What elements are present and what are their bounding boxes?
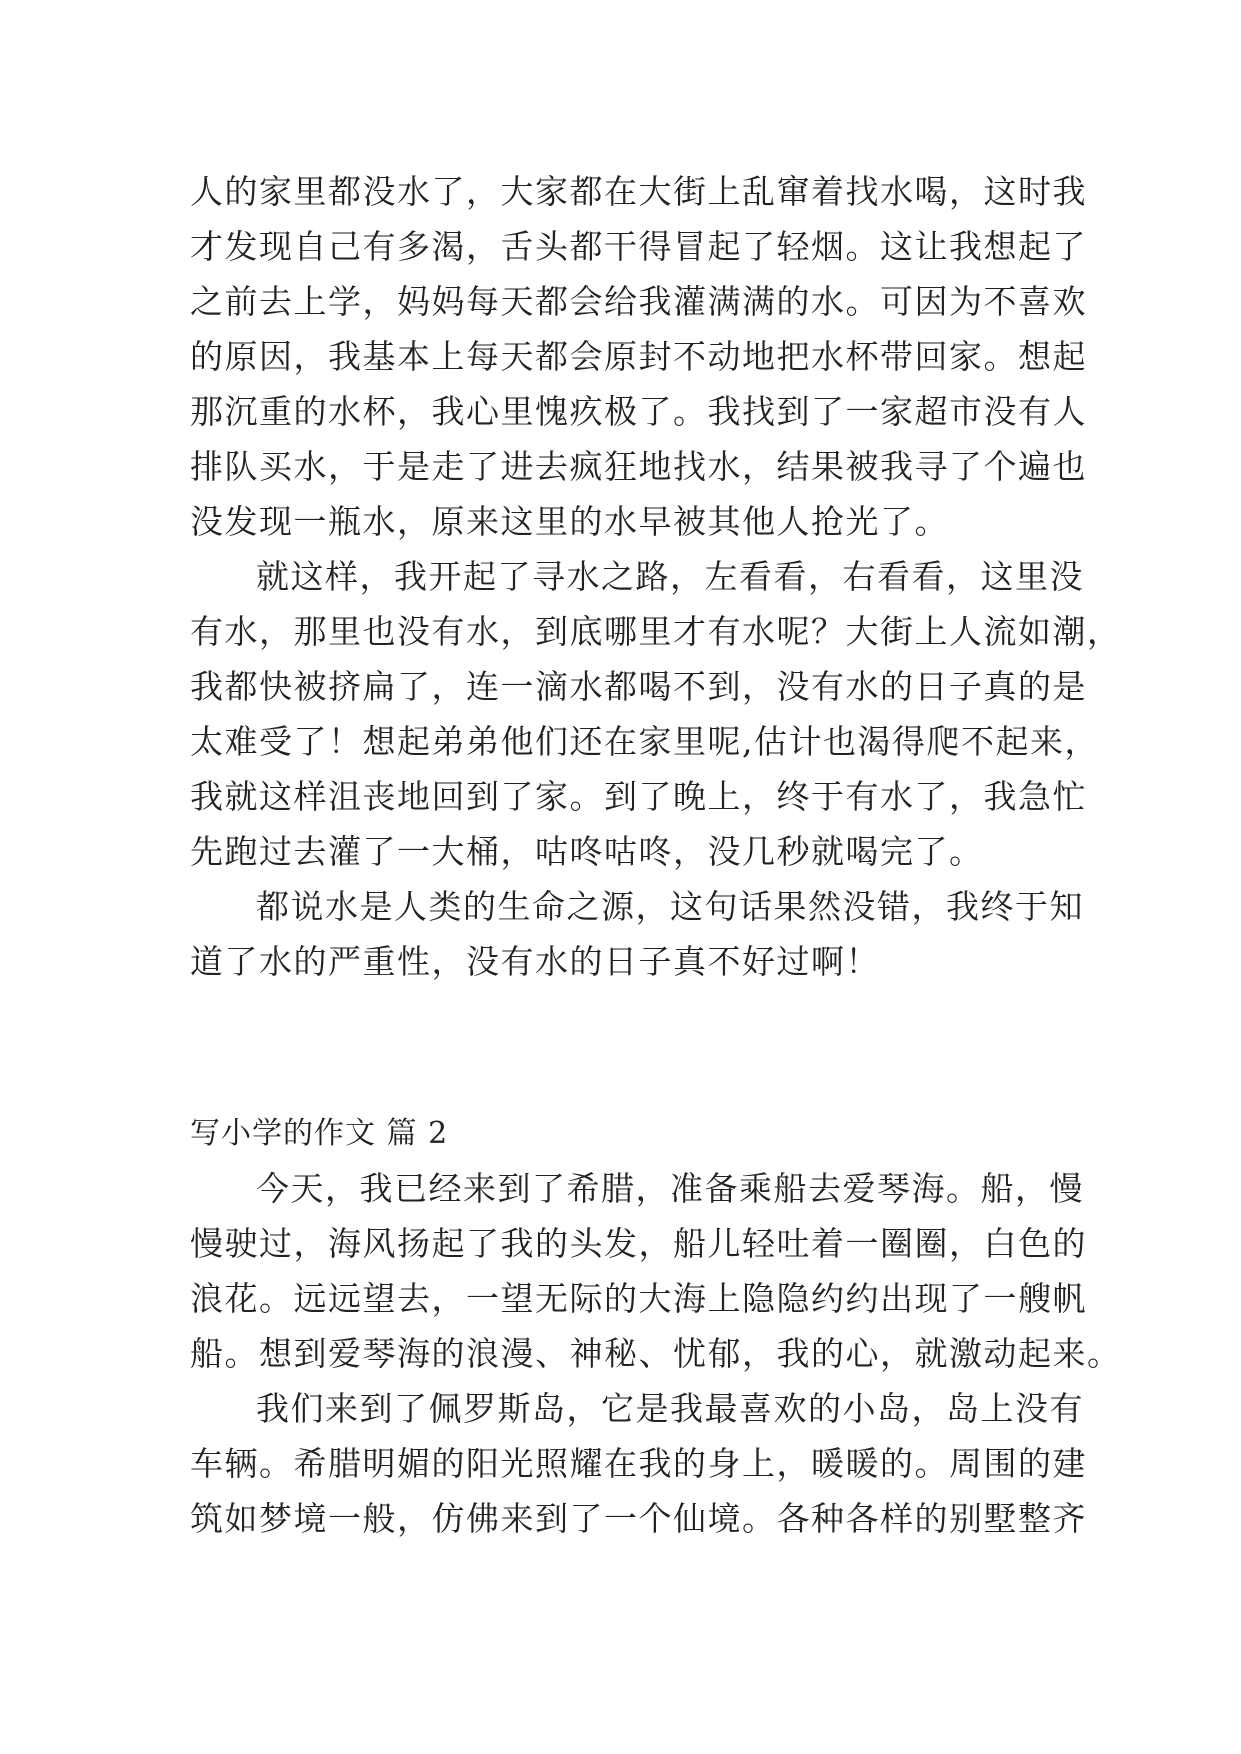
text-line: 船。想到爱琴海的浪漫、神秘、忧郁，我的心，就激动起来。	[190, 1334, 1122, 1373]
text-line: 我们来到了佩罗斯岛，它是我最喜欢的小岛，岛上没有	[256, 1389, 1084, 1428]
text-line: 我都快被挤扁了，连一滴水都喝不到，没有水的日子真的是	[190, 667, 1087, 706]
text-line: 排队买水，于是走了进去疯狂地找水，结果被我寻了个遍也	[190, 447, 1087, 486]
text-line: 浪花。远远望去，一望无际的大海上隐隐约约出现了一艘帆	[190, 1279, 1087, 1318]
text-line: 没发现一瓶水，原来这里的水早被其他人抢光了。	[190, 502, 949, 541]
text-line: 筑如梦境一般，仿佛来到了一个仙境。各种各样的别墅整齐	[190, 1499, 1087, 1538]
text-line: 慢驶过，海风扬起了我的头发，船儿轻吐着一圈圈，白色的	[190, 1224, 1087, 1263]
essay-section-1	[190, 164, 1122, 989]
text-line: 我就这样沮丧地回到了家。到了晚上，终于有水了，我急忙	[190, 777, 1087, 816]
text-line: 才发现自己有多渴，舌头都干得冒起了轻烟。这让我想起了	[190, 227, 1087, 266]
paragraph-2	[190, 1381, 1087, 1546]
paragraph-1	[190, 1161, 1122, 1381]
text-line: 车辆。希腊明媚的阳光照耀在我的身上，暖暖的。周围的建	[190, 1444, 1087, 1483]
text-line: 道了水的严重性，没有水的日子真不好过啊！	[190, 942, 880, 981]
text-line: 太难受了！想起弟弟他们还在家里呢,估计也渴得爬不起来，	[190, 722, 1099, 761]
text-line: 就这样，我开起了寻水之路，左看看，右看看，这里没	[256, 557, 1084, 596]
text-line: 之前去上学，妈妈每天都会给我灌满满的水。可因为不喜欢	[190, 282, 1087, 321]
essay-section-2	[190, 1106, 1122, 1546]
section-heading: 写小学的作文 篇 2	[190, 1116, 449, 1151]
text-line: 那沉重的水杯，我心里愧疚极了。我找到了一家超市没有人	[190, 392, 1087, 431]
text-line: 先跑过去灌了一大桶，咕咚咕咚，没几秒就喝完了。	[190, 832, 984, 871]
paragraph-2	[190, 549, 1122, 879]
text-line: 都说水是人类的生命之源，这句话果然没错，我终于知	[256, 887, 1084, 926]
text-line: 有水，那里也没有水，到底哪里才有水呢？大街上人流如潮，	[190, 612, 1122, 651]
text-line: 人的家里都没水了，大家都在大街上乱窜着找水喝，这时我	[190, 172, 1087, 211]
text-line: 的原因，我基本上每天都会原封不动地把水杯带回家。想起	[190, 337, 1087, 376]
text-line: 今天，我已经来到了希腊，准备乘船去爱琴海。船，慢	[256, 1169, 1084, 1208]
paragraph-3	[190, 879, 1084, 989]
paragraph-1	[190, 164, 1087, 549]
